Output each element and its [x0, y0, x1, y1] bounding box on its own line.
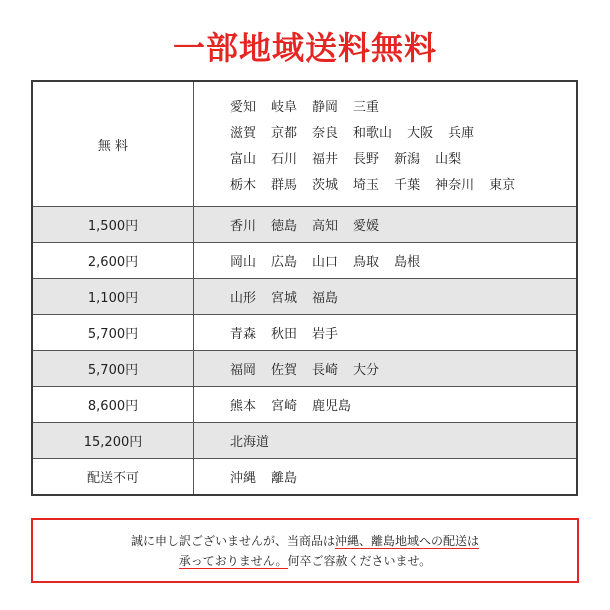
rate-row: [33, 242, 576, 278]
region-name: 奈良: [312, 125, 339, 141]
region-name: 静岡: [312, 99, 339, 115]
region-name: 沖縄: [230, 471, 257, 486]
notice-underlined-text: 承っておりません。: [178, 553, 288, 568]
price-cell: 5,700円: [33, 351, 194, 386]
region-name: 三重: [353, 99, 380, 115]
region-cell: [194, 459, 576, 494]
price-cell: 5,700円: [33, 315, 194, 350]
rate-row: [33, 206, 576, 242]
region-name: 茨城: [312, 177, 339, 193]
region-name: 栃木: [230, 177, 257, 193]
region-name: 群馬: [271, 177, 298, 193]
region-name: 福岡: [230, 363, 257, 378]
region-cell: [194, 207, 576, 242]
region-name: 岐阜: [271, 99, 298, 115]
region-line: [230, 144, 476, 170]
region-name: 千葉: [394, 177, 421, 193]
region-name: 神奈川: [435, 177, 475, 193]
region-name: 香川: [230, 219, 257, 234]
free-shipping-row: [33, 82, 576, 206]
region-name: 青森: [230, 327, 257, 342]
region-cell: [194, 243, 576, 278]
region-name: 北海道: [230, 435, 270, 450]
shipping-rate-table: [31, 80, 578, 496]
region-cell: [194, 315, 576, 350]
region-name: 石川: [271, 151, 298, 167]
region-name: 岡山: [230, 255, 257, 270]
region-name: 宮城: [271, 291, 298, 306]
region-name: 岩手: [312, 327, 339, 342]
region-cell: [194, 82, 576, 206]
region-name: 佐賀: [271, 363, 298, 378]
rate-row: [33, 422, 576, 458]
notice-underlined-text: 沖縄、離島地域への配送は: [335, 533, 480, 548]
notice-text: 誠に申し訳ございませんが、当商品は: [130, 533, 335, 548]
region-line: [230, 118, 489, 144]
region-cell: [194, 279, 576, 314]
rate-row: [33, 386, 576, 422]
notice-line-1: [131, 531, 479, 551]
region-name: 宮崎: [271, 399, 298, 414]
notice-box: [31, 518, 579, 583]
region-name: 島根: [394, 255, 421, 270]
rate-row: [33, 458, 576, 494]
region-name: 福井: [312, 151, 339, 167]
region-name: 離島: [271, 471, 298, 486]
rate-row: [33, 278, 576, 314]
rate-row: [33, 350, 576, 386]
price-cell: 1,500円: [33, 207, 194, 242]
region-line: [230, 170, 530, 196]
region-name: 埼玉: [353, 177, 380, 193]
region-name: 愛知: [230, 99, 257, 115]
price-cell: 8,600円: [33, 387, 194, 422]
region-name: 大阪: [407, 125, 434, 141]
region-name: 京都: [271, 125, 298, 141]
region-name: 東京: [489, 177, 516, 193]
region-name: 長崎: [312, 363, 339, 378]
region-name: 熊本: [230, 399, 257, 414]
notice-text: 何卒ご容赦くださいませ。: [287, 553, 432, 568]
region-name: 新潟: [394, 151, 421, 167]
region-name: 兵庫: [448, 125, 475, 141]
page-title: 一部地域送料無料: [172, 29, 437, 67]
region-name: 富山: [230, 151, 257, 167]
rate-row: [33, 314, 576, 350]
region-cell: [194, 387, 576, 422]
price-cell: 配送不可: [33, 459, 194, 494]
region-name: 秋田: [271, 327, 298, 342]
region-name: 福島: [312, 291, 339, 306]
region-name: 広島: [271, 255, 298, 270]
price-cell: 無 料: [33, 82, 194, 206]
region-cell: [194, 351, 576, 386]
region-cell: [194, 423, 576, 458]
region-name: 徳島: [271, 219, 298, 234]
region-name: 愛媛: [353, 219, 380, 234]
region-line: [230, 92, 394, 118]
region-name: 長野: [353, 151, 380, 167]
region-name: 大分: [353, 363, 380, 378]
region-name: 鹿児島: [312, 399, 352, 414]
price-cell: 1,100円: [33, 279, 194, 314]
region-name: 滋賀: [230, 125, 257, 141]
region-name: 山形: [230, 291, 257, 306]
region-name: 山口: [312, 255, 339, 270]
notice-line-2: [179, 551, 431, 571]
region-name: 山梨: [435, 151, 462, 167]
price-cell: 2,600円: [33, 243, 194, 278]
region-name: 和歌山: [353, 125, 393, 141]
region-name: 鳥取: [353, 255, 380, 270]
price-cell: 15,200円: [33, 423, 194, 458]
region-name: 高知: [312, 219, 339, 234]
